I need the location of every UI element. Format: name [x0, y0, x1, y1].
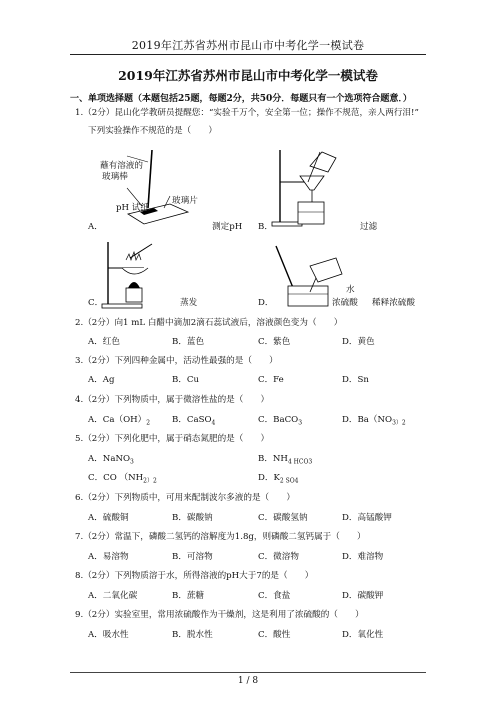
q7-option-d[interactable]: D．难溶物: [342, 552, 384, 562]
q3-option-c[interactable]: C．Fe: [258, 375, 284, 385]
q4-option-a-sub: 2: [146, 419, 151, 427]
label-acid: 浓硫酸: [332, 298, 358, 308]
q4-option-d[interactable]: [342, 415, 406, 429]
label-water: 水: [346, 285, 355, 295]
section-heading: 一、单项选择题（本题包括25题，每题2分，共50分．每题只有一个选项符合题意．）: [70, 94, 412, 104]
label-ph-paper: pH 试纸: [116, 203, 149, 213]
running-header: 2019年江苏省苏州市昆山市中考化学一模试卷: [131, 39, 365, 52]
q4-option-d-text: D．Ba（NO: [342, 415, 393, 425]
q8-stem: 8.（2分）下列物质溶于水，所得溶液的pH大于7的是（ ）: [75, 571, 314, 581]
q9-stem: 9.（2分）实验室里，常用浓硫酸作为干燥剂，这是利用了浓硫酸的（ ）: [75, 610, 364, 620]
page-number: 1 / 8: [237, 676, 259, 686]
q2-option-a[interactable]: A．红色: [88, 337, 120, 347]
q5-option-d-text: D．K: [258, 473, 280, 483]
q4-option-c[interactable]: [258, 415, 302, 429]
q1-stem-2: 下列实验操作不规范的是（ ）: [88, 126, 217, 136]
q1-option-b-letter: B．: [258, 222, 273, 232]
q5-option-b[interactable]: [258, 454, 312, 468]
q5-option-b-sub: 4 HCO3: [287, 458, 313, 466]
q1-option-d-letter: D．: [258, 298, 274, 308]
q8-option-b[interactable]: B．蔗糖: [172, 591, 205, 601]
q6-option-a[interactable]: A．硫酸铜: [88, 513, 129, 523]
q5-option-b-text: B．NH: [258, 454, 288, 464]
q1-option-d[interactable]: [258, 298, 273, 309]
q1-option-a-letter: A．: [88, 222, 103, 232]
label-glass-plate: 玻璃片: [172, 196, 198, 206]
q4-option-d-sub: 3）2: [392, 419, 406, 427]
q1-option-d-text: 稀释浓硫酸: [372, 298, 415, 308]
q6-option-b[interactable]: B．碳酸钠: [172, 513, 213, 523]
q3-option-a[interactable]: A．Ag: [88, 375, 115, 385]
q5-option-c-text: C．CO （NH: [88, 473, 144, 483]
q1-option-b-text: 过滤: [360, 222, 378, 232]
q9-option-b[interactable]: B．脱水性: [172, 630, 213, 640]
q7-option-a[interactable]: A．易溶物: [88, 552, 129, 562]
q1-option-a[interactable]: [88, 222, 103, 233]
q9-option-c[interactable]: C．酸性: [258, 630, 291, 640]
q4-option-b[interactable]: [172, 415, 215, 429]
q4-option-b-text: B．CaSO: [172, 415, 212, 425]
q1-stem: 1.（2分）昆山化学教研员提醒您：“实验千万个，安全第一位；操作不规范，亲人两行泪!”: [75, 108, 419, 118]
q3-option-b[interactable]: B．Cu: [172, 375, 200, 385]
q1-option-a-text: 测定pH: [212, 222, 243, 232]
header-divider: [70, 54, 426, 55]
q4-option-a-text: A．Ca（OH）: [88, 415, 147, 425]
q7-stem: 7.（2分）常温下，磷酸二氢钙的溶解度为1.8g，则磷酸二氢钙属于（ ）: [75, 532, 366, 542]
document-title: 2019年江苏省苏州市昆山市中考化学一模试卷: [118, 68, 378, 83]
q5-stem: 5.（2分）下列化肥中，属于硝态氮肥的是（ ）: [75, 434, 270, 444]
q7-option-c[interactable]: C．微溶物: [258, 552, 299, 562]
q4-option-c-text: C．BaCO: [258, 415, 299, 425]
q6-stem: 6.（2分）下列物质中，可用来配制波尔多液的是（ ）: [75, 493, 295, 503]
q1-option-c-text: 蒸发: [180, 298, 198, 308]
evaporation-figure: [100, 240, 170, 310]
q9-option-d[interactable]: D．氧化性: [342, 630, 384, 640]
filtration-figure: [270, 146, 350, 228]
q5-option-c-sub: 2）2: [143, 477, 157, 485]
q6-option-c[interactable]: C．碳酸氢钠: [258, 513, 308, 523]
q4-stem: 4.（2分）下列物质中，属于微溶性盐的是（ ）: [75, 395, 270, 405]
q6-option-d[interactable]: D．高锰酸钾: [342, 513, 392, 523]
q3-option-d[interactable]: D．Sn: [342, 375, 369, 385]
label-glass-rod: 蘸有溶液的: [100, 161, 143, 171]
q8-option-a[interactable]: A．二氧化碳: [88, 591, 138, 601]
q1-option-c-letter: C．: [88, 298, 104, 308]
q1-option-b[interactable]: [258, 222, 273, 233]
label-glass-rod-2: 玻璃棒: [102, 172, 128, 182]
q2-option-b[interactable]: B．蓝色: [172, 337, 205, 347]
q4-option-b-sub: 4: [211, 419, 216, 427]
q8-option-c[interactable]: C．食盐: [258, 591, 291, 601]
q5-option-a-text: A．NaNO: [88, 454, 131, 464]
footer-divider: [70, 672, 426, 673]
q7-option-b[interactable]: B．可溶物: [172, 552, 213, 562]
q4-option-a[interactable]: [88, 415, 150, 429]
q4-option-c-sub: 3: [298, 419, 303, 427]
q8-option-d[interactable]: D．碳酸钾: [342, 591, 384, 601]
q2-stem: 2.（2分）向1 mL 白醋中滴加2滴石蕊试液后，溶液颜色变为（ ）: [75, 318, 343, 328]
q2-option-d[interactable]: D．黄色: [342, 337, 375, 347]
q3-stem: 3.（2分）下列四种金属中，活动性最强的是（ ）: [75, 356, 278, 366]
q5-option-a-sub: 3: [130, 458, 134, 466]
q5-option-a[interactable]: [88, 454, 134, 468]
q5-option-d-sub: 2 SO4: [279, 477, 299, 485]
q2-option-c[interactable]: C．紫色: [258, 337, 291, 347]
q9-option-a[interactable]: A．吸水性: [88, 630, 129, 640]
q5-option-c[interactable]: [88, 473, 157, 487]
q1-option-c[interactable]: [88, 298, 103, 309]
q5-option-d[interactable]: [258, 473, 298, 487]
